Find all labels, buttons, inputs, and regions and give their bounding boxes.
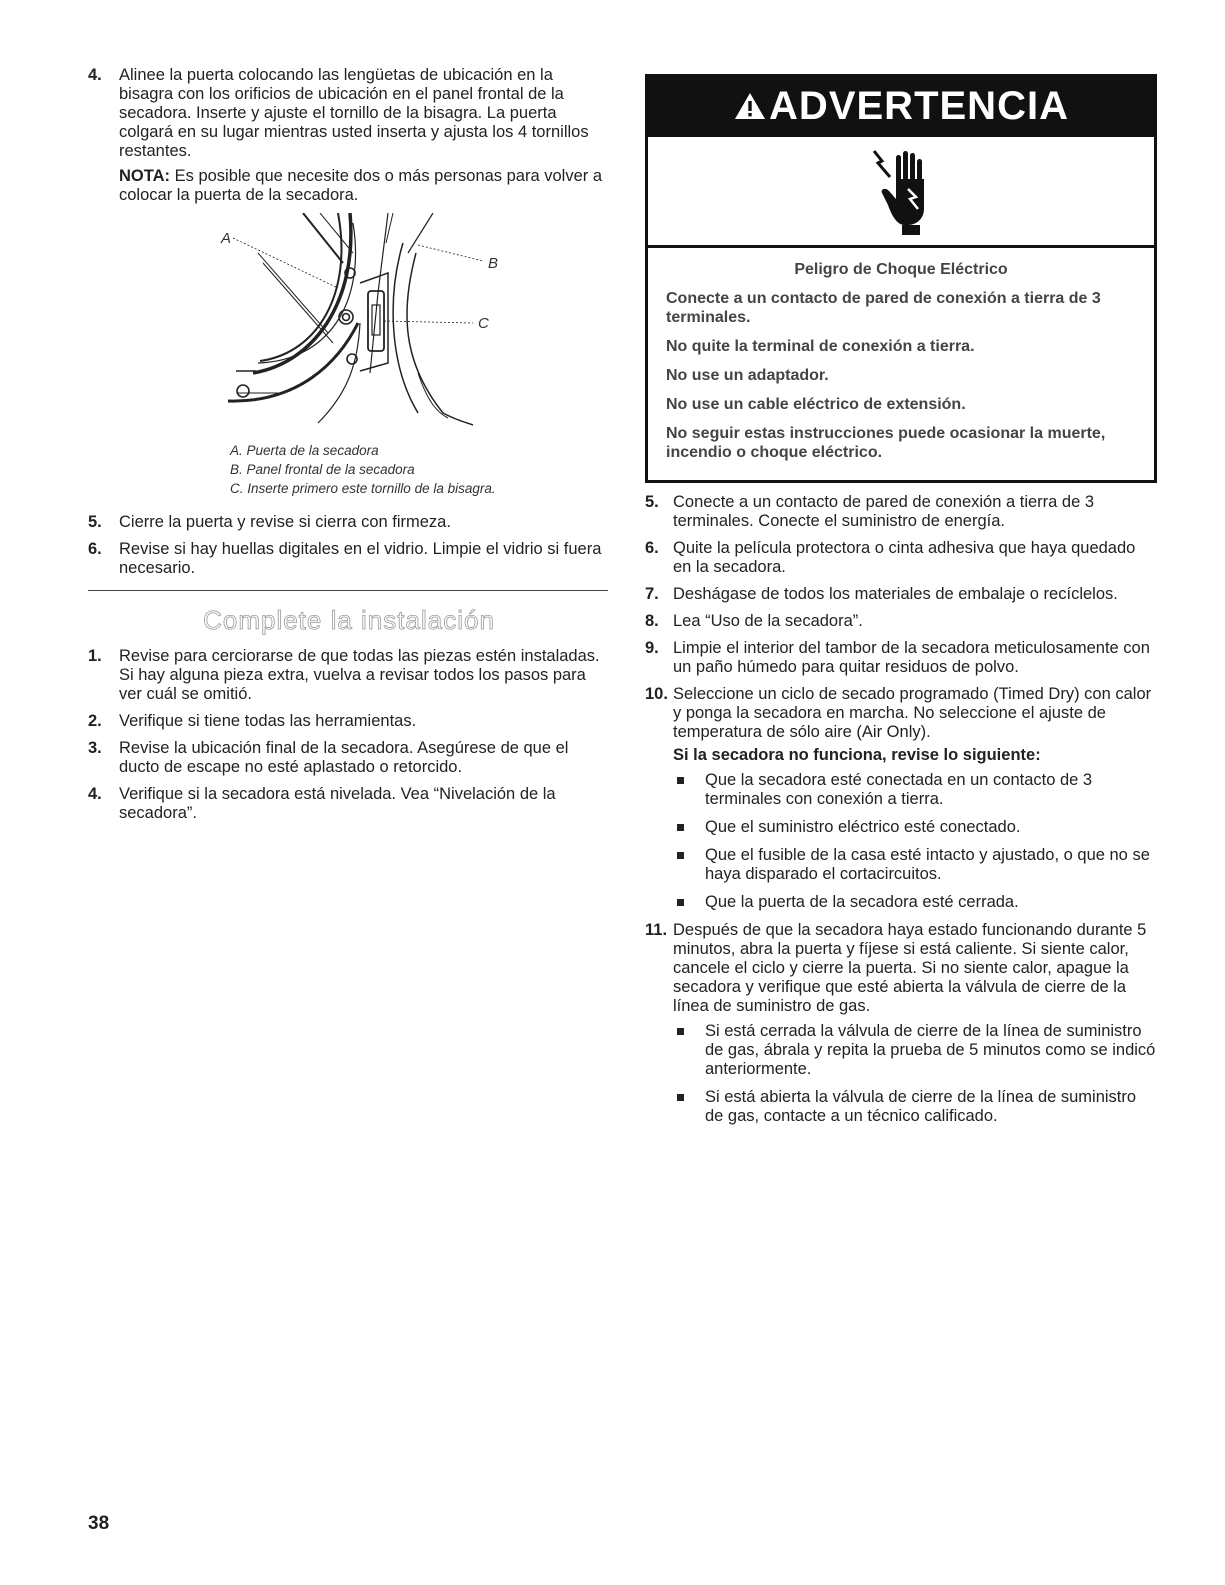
complete-step-1 (88, 647, 610, 704)
step-number: 10. (645, 685, 668, 703)
right-step-6 (645, 539, 1157, 577)
step-number: 2. (88, 712, 102, 730)
page-number: 38 (88, 1513, 110, 1534)
warning-triangle-icon (733, 79, 767, 137)
figure-caption (230, 441, 496, 498)
step-text: Conecte a un contacto de pared de conexión a tierra de 3 terminales. Conecte el suministro de energía. (673, 493, 1095, 530)
right-step-8 (645, 612, 1157, 631)
warning-line-4: No use un cable eléctrico de extensión. (666, 396, 966, 413)
warning-line-5: No seguir estas instrucciones puede ocasionar la muerte, incendio o choque eléctrico. (666, 425, 1106, 461)
step-text: Revise si hay huellas digitales en el vidrio. Limpie el vidrio si fuera necesario. (119, 540, 602, 577)
final-steps-list (645, 493, 1157, 1126)
door-hinge-illustration (88, 213, 610, 443)
step-number: 11. (645, 921, 668, 939)
note-label: NOTA: (119, 167, 171, 185)
complete-step-4 (88, 785, 610, 823)
step-5-close-door (88, 513, 610, 532)
check-bullet-1: Que la secadora esté conectada en un contacto de 3 terminales con conexión a tierra. (675, 771, 1157, 809)
step-4-align-door (88, 66, 610, 205)
caption-a: A. Puerta de la secadora (230, 443, 379, 458)
check-bullet-2: Que el suministro eléctrico esté conectado. (675, 818, 1157, 837)
step-number: 8. (645, 612, 659, 630)
warning-body (648, 248, 1154, 480)
caption-c: C. Inserte primero este tornillo de la bisagra. (230, 481, 496, 496)
step-text: Verifique si la secadora está nivelada. Vea “Nivelación de la secadora”. (119, 785, 556, 822)
step-number: 4. (88, 785, 102, 803)
step-text: Lea “Uso de la secadora”. (673, 612, 863, 630)
warning-header-text: ADVERTENCIA (769, 84, 1069, 128)
check-bullet-4: Que la puerta de la secadora esté cerrada. (675, 893, 1157, 912)
right-step-7 (645, 585, 1157, 604)
label-c: C (478, 315, 489, 332)
complete-step-3 (88, 739, 610, 777)
step-number: 4. (88, 66, 102, 84)
step-text: Cierre la puerta y revise si cierra con firmeza. (119, 513, 451, 531)
check-heading: Si la secadora no funciona, revise lo siguiente: (673, 746, 1041, 764)
right-step-11 (645, 921, 1157, 1126)
complete-step-2 (88, 712, 610, 731)
door-check-steps (88, 513, 610, 578)
step-text: Quite la película protectora o cinta adhesiva que haya quedado en la secadora. (673, 539, 1136, 576)
check-bullets (673, 771, 1157, 912)
right-column (645, 74, 1157, 1135)
gas-bullets (673, 1022, 1157, 1126)
step-number: 3. (88, 739, 102, 757)
label-b: B (488, 255, 499, 272)
step-text: Revise la ubicación final de la secadora. Asegúrese de que el ducto de escape no esté aplastado o retorcido. (119, 739, 569, 776)
warning-line-1: Conecte a un contacto de pared de conexión a tierra de 3 terminales. (666, 290, 1101, 326)
right-step-5 (645, 493, 1157, 531)
step-number: 6. (88, 540, 102, 558)
step-text: Seleccione un ciclo de secado programado (Timed Dry) con calor y ponga la secadora en marcha. No seleccione el ajuste de temperatura de sólo aire (Air Only). (673, 685, 1152, 741)
warning-box (645, 74, 1157, 483)
step-text: Verifique si tiene todas las herramientas. (119, 712, 417, 730)
warning-line-3: No use un adaptador. (666, 367, 829, 384)
note (119, 167, 610, 205)
left-column (88, 66, 610, 831)
step-number: 6. (645, 539, 659, 557)
right-step-9 (645, 639, 1157, 677)
warning-header (648, 77, 1154, 137)
warning-title: Peligro de Choque Eléctrico (794, 261, 1008, 278)
step-number: 9. (645, 639, 659, 657)
section-divider (88, 590, 608, 591)
electric-shock-hand-icon (868, 147, 938, 237)
warning-icon-area (648, 137, 1154, 248)
note-text: Es posible que necesite dos o más personas para volver a colocar la puerta de la secadora. (119, 167, 603, 204)
label-a: A (221, 230, 232, 247)
gas-bullet-2: Si está abierta la válvula de cierre de la línea de suministro de gas, contacte a un técnico calificado. (675, 1088, 1157, 1126)
door-steps-list (88, 66, 610, 205)
door-hinge-figure (88, 213, 610, 513)
warning-line-2: No quite la terminal de conexión a tierra. (666, 338, 975, 355)
complete-installation-steps (88, 647, 610, 823)
step-number: 5. (88, 513, 102, 531)
step-text: Alinee la puerta colocando las lengüetas de ubicación en la bisagra con los orificios de ubicación en el panel frontal de la secadora. Inserte y ajuste el tornillo de la bisagra. La puerta colgará en su lugar mientras usted inserta y ajusta los 4 tornillos restantes. (119, 66, 589, 160)
step-text: Revise para cerciorarse de que todas las piezas estén instaladas. Si hay alguna pieza extra, vuelva a revisar todos los pasos para ver cuál se omitió. (119, 647, 600, 703)
step-text: Deshágase de todos los materiales de embalaje o recíclelos. (673, 585, 1118, 603)
step-text: Después de que la secadora haya estado funcionando durante 5 minutos, abra la puerta y fíjese si está caliente. Si siente calor, cancele el ciclo y cierre la puerta. Si no siente calor, apague la secadora y verifique que esté abierta la válvula de cierre de la línea de suministro de gas. (673, 921, 1147, 1015)
section-title: Complete la instalación (203, 605, 495, 635)
step-number: 7. (645, 585, 659, 603)
step-number: 1. (88, 647, 102, 665)
gas-bullet-1: Si está cerrada la válvula de cierre de la línea de suministro de gas, ábrala y repita la prueba de 5 minutos como se indicó anteriormente. (675, 1022, 1157, 1079)
caption-b: B. Panel frontal de la secadora (230, 462, 415, 477)
right-step-10 (645, 685, 1157, 912)
step-number: 5. (645, 493, 659, 511)
step-text: Limpie el interior del tambor de la secadora meticulosamente con un paño húmedo para quitar residuos de polvo. (673, 639, 1150, 676)
step-6-check-glass (88, 540, 610, 578)
check-bullet-3: Que el fusible de la casa esté intacto y ajustado, o que no se haya disparado el cortacircuitos. (675, 846, 1157, 884)
